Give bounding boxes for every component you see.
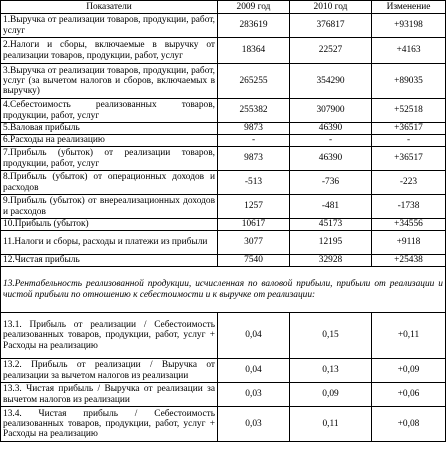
value-2009: 9873 (218, 147, 290, 171)
row-label: 13.3. Чистая прибыль / Выручка от реализации за вычетом налогов из реализации (1, 383, 218, 407)
table-row (1, 14, 446, 38)
table-row (1, 171, 446, 195)
table-row (1, 123, 446, 135)
row-label: 3.Выручка от реализации товаров, продукции, работ, услуг (за вычетом налогов и сборов, включаемых в выручку) (1, 64, 218, 99)
table-row (1, 383, 446, 407)
value-2010: 46390 (290, 123, 372, 135)
header-2010: 2010 год (290, 1, 372, 14)
value-change: +36517 (372, 123, 446, 135)
table-row (1, 195, 446, 219)
table-row (1, 147, 446, 171)
value-change: +0,08 (372, 407, 446, 442)
value-2009: 18364 (218, 38, 290, 64)
value-change: +25438 (372, 255, 446, 267)
value-change: +52518 (372, 99, 446, 123)
row-label: 13.2. Прибыль от реализации / Выручка от реализации за вычетом налогов из реализации (1, 359, 218, 383)
value-2010: 0,13 (290, 359, 372, 383)
table-row (1, 313, 446, 359)
value-2010: 354290 (290, 64, 372, 99)
value-change: +4163 (372, 38, 446, 64)
value-2010: 0,11 (290, 407, 372, 442)
header-2009: 2009 год (218, 1, 290, 14)
value-2010: 0,15 (290, 313, 372, 359)
value-change: +36517 (372, 147, 446, 171)
value-2010: - (290, 135, 372, 147)
value-2009: 10617 (218, 219, 290, 231)
table-row (1, 407, 446, 442)
value-2010: 307900 (290, 99, 372, 123)
value-2009: 0,04 (218, 359, 290, 383)
value-change: +0,09 (372, 359, 446, 383)
row-label: 13.1. Прибыль от реализации / Себестоимость реализованных товаров, продукции, работ, услуг + Расходы на реализацию (1, 313, 218, 359)
row-label: 9.Прибыль (убыток) от внереализационных доходов и расходов (1, 195, 218, 219)
row-label: 8.Прибыль (убыток) от операционных доходов и расходов (1, 171, 218, 195)
table-row (1, 231, 446, 255)
table-row (1, 359, 446, 383)
value-change: +0,06 (372, 383, 446, 407)
value-2010: 32928 (290, 255, 372, 267)
table-row (1, 64, 446, 99)
value-2009: 1257 (218, 195, 290, 219)
row-label: 11.Налоги и сборы, расходы и платежи из прибыли (1, 231, 218, 255)
row-label: 7.Прибыль (убыток) от реализации товаров, продукции, работ, услуг (1, 147, 218, 171)
table-row (1, 99, 446, 123)
value-2009: - (218, 135, 290, 147)
value-2009: 265255 (218, 64, 290, 99)
header-change: Изменение (372, 1, 446, 14)
value-change: -223 (372, 171, 446, 195)
value-2009: 9873 (218, 123, 290, 135)
value-2009: 255382 (218, 99, 290, 123)
value-change: +0,11 (372, 313, 446, 359)
row-label: 10.Прибыль (убыток) (1, 219, 218, 231)
value-2010: 0,09 (290, 383, 372, 407)
value-2009: 7540 (218, 255, 290, 267)
value-2010: -481 (290, 195, 372, 219)
value-change: +9118 (372, 231, 446, 255)
table-row (1, 135, 446, 147)
value-2010: 376817 (290, 14, 372, 38)
table-row (1, 255, 446, 267)
value-2010: 45173 (290, 219, 372, 231)
table-header-row (1, 1, 446, 14)
row-label: 12.Чистая прибыль (1, 255, 218, 267)
table-row (1, 219, 446, 231)
section-heading: 13.Рентабельность реализованной продукции, исчисленная по валовой прибыли, прибыли от реализации и чистой прибыли по отношению к себестоимости и к выручке от реализации: (1, 267, 446, 313)
value-2010: 22527 (290, 38, 372, 64)
header-indicators: Показатели (1, 1, 218, 14)
value-2010: 46390 (290, 147, 372, 171)
value-2009: -513 (218, 171, 290, 195)
row-label: 1.Выручка от реализации товаров, продукции, работ, услуг (1, 14, 218, 38)
table-row (1, 38, 446, 64)
value-2009: 0,04 (218, 313, 290, 359)
value-2009: 3077 (218, 231, 290, 255)
value-2010: -736 (290, 171, 372, 195)
value-change: -1738 (372, 195, 446, 219)
row-label: 6.Расходы на реализацию (1, 135, 218, 147)
row-label: 13.4. Чистая прибыль / Себестоимость реализованных товаров, продукции, работ, услуг + Расходы на реализацию (1, 407, 218, 442)
value-2009: 0,03 (218, 407, 290, 442)
section-row (1, 267, 446, 313)
value-2009: 0,03 (218, 383, 290, 407)
row-label: 4.Себестоимость реализованных товаров, продукции, работ, услуг (1, 99, 218, 123)
value-2009: 283619 (218, 14, 290, 38)
value-2010: 12195 (290, 231, 372, 255)
value-change: +89035 (372, 64, 446, 99)
value-change: +93198 (372, 14, 446, 38)
value-change: +34556 (372, 219, 446, 231)
value-change: - (372, 135, 446, 147)
row-label: 5.Валовая прибыль (1, 123, 218, 135)
row-label: 2.Налоги и сборы, включаемые в выручку от реализации товаров, продукции, работ, услуг (1, 38, 218, 64)
